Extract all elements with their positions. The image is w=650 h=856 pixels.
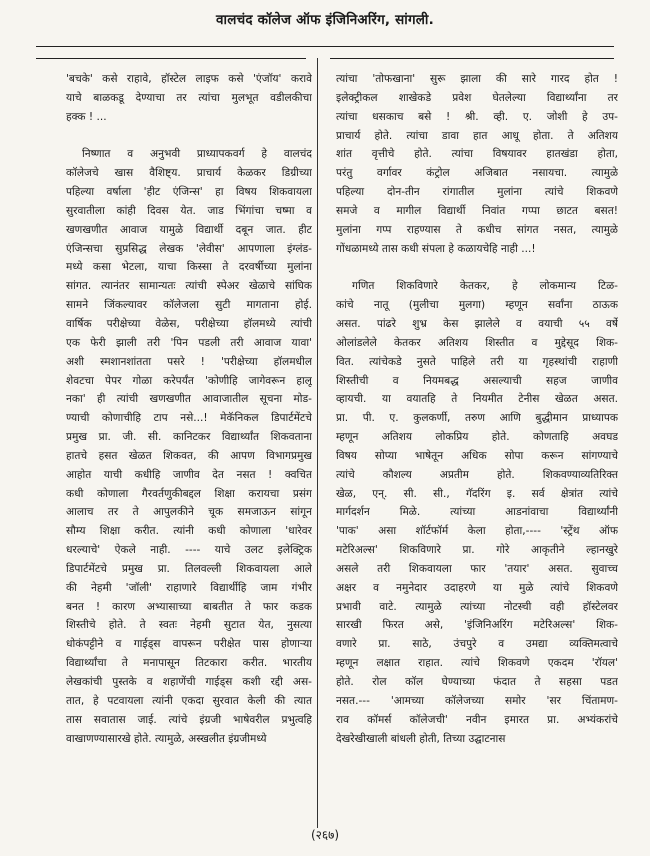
- text-line: मध्ये कसा भेटला, याचा किस्सा ते दरवर्षीच्या मुलांना: [66, 261, 312, 274]
- text-line: सुरवातीला कांही दिवस येत. जाड भिंगांचा चष्मा व: [66, 204, 312, 217]
- text-line: असत. पांढरे शुभ्र केस झालेले व वयाची ५५ वर्षे: [336, 317, 618, 330]
- text-line: याचे बाळकडू देण्याचा तर त्यांचा मुलभूत वडीलकीचा: [66, 91, 312, 104]
- text-line: हक्क ! ...: [66, 110, 107, 123]
- text-line: खेळ, एन्. सी. सी., गॅदरिंग इ. सर्व क्षेत्रांत त्यांचे: [336, 487, 618, 500]
- text-line: म्हणून लक्षात राहात. त्यांचे शिकवणे एकदम 'रॉयल': [336, 657, 618, 670]
- text-line: एंजिन्सचा सुप्रसिद्ध लेखक 'लेवीस' आपणाला इंग्लंड-: [66, 242, 312, 255]
- text-line: असले तरी शिकवायला फार 'तयार' असत. सुवाच्च: [336, 562, 618, 575]
- left-column-rule: [36, 58, 306, 59]
- text-line: त्यांचा धसकाच बसे ! श्री. व्ही. ए. जोशी हे उप-: [336, 110, 618, 123]
- text-line: त्यांचा 'तोफखाना' सुरू झाला की सारे गारद होत !: [336, 73, 618, 85]
- paragraph-gap: [66, 127, 312, 146]
- text-line: मटेरिअल्स' शिकविणारे प्रा. गोरे आकृतीने ल्हानखुरे: [336, 544, 618, 557]
- text-line: सौम्य शिक्षा करीत. त्यांनी कधी कोणाला 'धारेवर: [66, 525, 312, 538]
- text-line: व्हायची. या वयातहि ते नियमीत टेनीस खेळत असत.: [336, 393, 618, 406]
- text-line: पहिल्या वर्षाला 'हीट एंजिन्स' हा विषय शिकवायला: [66, 186, 312, 199]
- text-line: प्रा. पी. ए. कुलकर्णी, तरुण आणि बुद्धीमान प्राध्यापक: [336, 412, 618, 425]
- text-line: डिपार्टमेंटचे प्रमुख प्रा. तिलवल्ली शिकवायला आले: [66, 562, 312, 575]
- text-line: धोकंपट्टीने व गाईड्स वापरून परीक्षेत पास होणाऱ्या: [66, 638, 312, 651]
- text-line: ओलांडलेले केतकर अतिशय शिस्तीत व मुद्देसूद शिक-: [336, 336, 618, 349]
- text-line: म्हणून अतिशय लोकप्रिय होते. कोणताहि अवघड: [336, 431, 618, 444]
- left-column: [66, 70, 312, 748]
- text-line: परंतु वर्गावर कंट्रोल अजिबात नसायचा. त्यामुळे: [336, 167, 618, 180]
- text-line: कधी कोणाला गैरवर्तणुकीबद्दल शिक्षा करायचा प्रसंग: [66, 487, 312, 500]
- running-header: वालचंद कॉलेज ऑफ इंजिनिअरिंग, सांगली.: [216, 12, 434, 28]
- text-line: नका' ही त्यांची खणखणीत आवाजातील सूचना मोड-: [66, 393, 312, 406]
- text-line: सारखी फिरत असे, 'इंजिनिअरिंग मटेरिअल्स' शिक-: [336, 619, 618, 632]
- text-line: ण्याची कोणाचीहि टाप नसे...! मेकॅनिकल डिपार्टमेंटचे: [66, 412, 312, 425]
- text-line: वणारे प्रा. साठे, उंचपुरे व उमद्या व्यक्तिमत्वाचे: [336, 638, 618, 651]
- text-line: मुलांना गप्प राहण्यास ते कधीच सांगत नसत, त्यामुळे: [336, 223, 618, 236]
- text-line: प्रमुख प्रा. जी. सी. कानिटकर विद्यार्थ्यांत शिकवताना: [66, 431, 312, 444]
- text-line: खणखणीत आवाज यामुळे विद्यार्थी दबून जात. हीट: [66, 223, 312, 236]
- text-line: तात, हे पटवायला त्यांनी एकदा सुरवात केली की त्यात: [66, 694, 312, 707]
- text-line: कांचे नातू (मुलीचा मुलगा) म्हणून सर्वांना ठाऊक: [336, 299, 618, 312]
- text-line: अक्षर व नमुनेदार उदाहरणे या मुळे त्यांचे शिकवणे: [336, 581, 618, 594]
- column-divider: [317, 58, 318, 828]
- text-line: अशी स्मशानशांतता पसरे ! 'परीक्षेच्या हॉलमधील: [66, 355, 312, 368]
- text-line: वित. त्यांचेकडे नुसते पाहिले तरी या गृहस्थांची राहाणी: [336, 355, 618, 368]
- text-line: प्रभावी वाटे. त्यामुळे त्यांच्या नोटस्ची वही हॉस्टेलवर: [336, 600, 618, 613]
- text-line: एक फेरी झाली तरी 'पिन पडली तरी आवाज यावा': [66, 336, 312, 349]
- text-line: शिस्तीचे होते. ते स्वतः नेहमी सुटात येत, नुसत्या: [66, 619, 312, 632]
- text-line: की नेहमी 'जॉली' राहाणारे विद्यार्थीहि जाम गंभीर: [66, 581, 312, 594]
- text-line: प्राचार्य होते. त्यांचा डावा हात आधू होता. ते अतिशय: [336, 129, 618, 142]
- text-line: 'बचके' कसे राहावे, हॉस्टेल लाइफ कसे 'एंजॉय' करावे: [66, 73, 312, 85]
- text-line: होते. रोल कॉल घेण्याच्या फंदात ते सहसा पडत: [336, 676, 618, 688]
- text-line: धरल्याचे' ऐकले नाही. ---- याचे उलट इलेक्ट्रिक: [66, 544, 312, 557]
- page-number: (२६७): [310, 828, 340, 842]
- text-line: गणित शिकविणारे केतकर, हे लोकमान्य टिळ-: [352, 280, 618, 293]
- text-line: मार्गदर्शन मिळे. त्यांच्या आडनांवाचा विद्यार्थ्यांनी: [336, 506, 618, 519]
- text-line: समजे व मागील विद्यार्थी निवांत गप्पा छाटत बसत!: [336, 204, 618, 217]
- text-line: विद्यार्थ्यांचा ते मनापासून तिटकारा करीत. भारतीय: [66, 657, 312, 670]
- text-line: निष्णात व अनुभवी प्राध्यापकवर्ग हे वालचंद: [82, 148, 312, 161]
- text-line: गोंधळामध्ये तास कधी संपला हे कळायचेहि नाही ...!: [336, 242, 536, 255]
- text-line: त्यांचे कौशल्य अप्रतीम होते. शिकवण्याव्यतिरिक्त: [336, 468, 618, 481]
- right-column-rule: [330, 58, 614, 59]
- right-column: [336, 70, 618, 748]
- text-line: शिस्तीची व नियमबद्ध असल्याची सहज जाणीव: [336, 374, 618, 387]
- text-line: आलाच तर ते आपुलकीने चूक समजाऊन सांगून: [66, 506, 312, 519]
- text-line: देखरेखीखाली बांधली होती, तिच्या उद्घाटनास: [336, 732, 506, 745]
- text-line: हातचे हसत खेळत शिकवत, की आपण विभागप्रमुख: [66, 449, 312, 462]
- text-line: राव कॉमर्स कॉलेजची' नवीन इमारत प्रा. अभ्यंकरांचे: [336, 713, 618, 726]
- text-line: शेवटचा पेपर गोळा करेपर्यंत 'कोणीहि जागेवरून हालू: [66, 374, 312, 387]
- text-line: कॉलेजचे खास वैशिष्ट्य. प्राचार्य केळकर डिग्रीच्या: [66, 167, 312, 180]
- text-line: वाखाणण्यासारखे होते. त्यामुळे, अस्खलीत इंग्रजीमध्ये: [66, 732, 267, 745]
- text-line: इलेक्ट्रीकल शाखेकडे प्रवेश घेतलेल्या विद्यार्थ्यांना तर: [336, 91, 618, 104]
- text-line: पहिल्या दोन-तीन रांगातील मुलांना त्यांचे शिकवणे: [336, 186, 618, 199]
- text-line: वार्षिक परीक्षेच्या वेळेस, परीक्षेच्या हॉलमध्ये त्यांची: [66, 317, 312, 330]
- text-line: शांत वृत्तीचे होते. त्यांचा विषयावर हातखंडा होता,: [336, 148, 618, 161]
- text-line: तास सवातास जाई. त्यांचे इंग्रजी भाषेवरील प्रभुत्वहि: [66, 713, 312, 726]
- text-line: 'पाक' असा शॉर्टफॉर्म केला होता,---- 'स्ट्रेंथ ऑफ: [336, 525, 618, 538]
- paragraph-gap: [336, 258, 618, 277]
- text-line: सामने जिंकल्यावर कॉलेजला सुटी मागताना होई.: [66, 299, 312, 312]
- text-line: आहोत याची कधीहि जाणीव देत नसत ! क्वचित: [66, 468, 312, 481]
- text-line: नसत.--- 'आमच्या कॉलेजच्या समोर 'सर चिंतामण-: [336, 694, 618, 707]
- text-line: विषय सोप्या भाषेतून अधिक सोपा करून सांगण्याचे: [336, 449, 618, 462]
- text-line: लेखकांची पुस्तके व शहाणेंची गाईड्स कशी रद्दी अस-: [66, 676, 312, 688]
- text-line: सांगत. त्यानंतर सामान्यतः त्यांची स्पेअर खेळाचे सांघिक: [66, 280, 312, 293]
- text-line: बनत ! कारण अभ्यासाच्या बाबतीत ते फार कडक: [66, 600, 312, 613]
- header-rule: [36, 46, 614, 47]
